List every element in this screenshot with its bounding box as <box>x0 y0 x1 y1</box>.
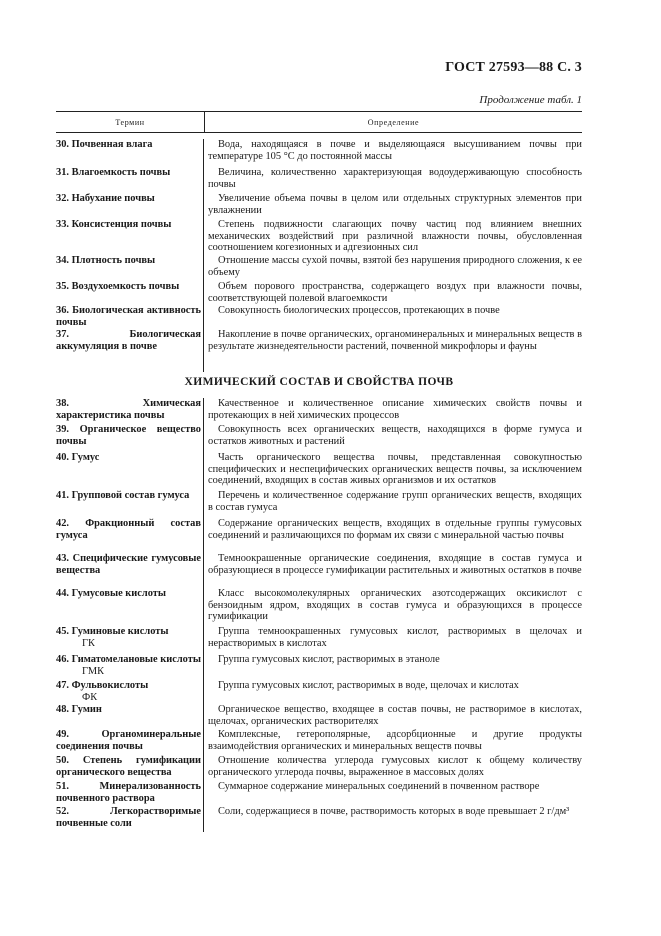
definition-cell: Соли, содержащиеся в почве, растворимость которых в воде превышает 2 г/дм³ <box>218 806 570 817</box>
term-cell <box>56 588 204 626</box>
term-abbreviation: ГК <box>82 637 95 649</box>
definition-cell: Совокупность всех органических веществ, находящихся в форме гумуса и остатков животных и растений <box>208 424 582 447</box>
term-text: 44. Гумусовые кислоты <box>56 588 166 599</box>
term-cell <box>56 452 204 490</box>
term-cell <box>56 518 204 553</box>
table-row <box>56 193 582 219</box>
table-row <box>56 281 582 305</box>
term-text: 45. Гуминовые кислоты <box>56 626 169 637</box>
term-text: 33. Консистенция почвы <box>56 219 172 230</box>
table-row <box>56 490 582 518</box>
table-row <box>56 329 582 372</box>
table-row <box>56 219 582 255</box>
term-text: 46. Гиматомелановые кислоты <box>56 654 201 665</box>
term-cell <box>56 806 204 832</box>
term-cell <box>56 167 204 193</box>
table-section-chemical <box>56 398 582 832</box>
table-section-physical <box>56 139 582 389</box>
term-abbreviation: ГМК <box>82 665 105 677</box>
definition-cell: Группа темноокрашенных гумусовых кислот, растворимых в щелочах и нерастворимых в кислотах <box>208 626 582 649</box>
term-cell <box>56 680 204 704</box>
definition-cell: Величина, количественно характеризующая водоудерживающую способность почвы <box>208 167 582 190</box>
term-cell <box>56 398 204 424</box>
term-cell <box>56 490 204 518</box>
term-cell <box>56 553 204 588</box>
term-text: 40. Гумус <box>56 452 100 463</box>
table-row <box>56 654 582 680</box>
term-text: 49. Органоминеральные соединения почвы <box>56 729 201 752</box>
definition-cell: Перечень и количественное содержание групп органических веществ, входящих в состав гумуса <box>208 490 582 513</box>
column-header-term: Термин <box>56 112 205 132</box>
term-text: 36. Биологическая активность почвы <box>56 305 201 328</box>
term-cell <box>56 424 204 452</box>
definition-cell: Качественное и количественное описание химических свойств почвы и протекающих в ней химических процессов <box>208 398 582 421</box>
table-header <box>56 111 582 133</box>
term-cell <box>56 781 204 806</box>
table-continuation-label: Продолжение табл. 1 <box>479 94 582 106</box>
definition-cell: Группа гумусовых кислот, растворимых в воде, щелочах и кислотах <box>218 680 519 691</box>
term-cell <box>56 305 204 329</box>
term-text: 41. Групповой состав гумуса <box>56 490 190 501</box>
definition-cell: Группа гумусовых кислот, растворимых в этаноле <box>218 654 440 665</box>
definition-cell: Суммарное содержание минеральных соединений в почвенном растворе <box>218 781 540 792</box>
definition-cell: Объем порового пространства, содержащего воздух при влажности почвы, соответствующей полевой влагоемкости <box>208 281 582 304</box>
term-text: 43. Специфические гумусовые вещества <box>56 553 201 576</box>
table-row <box>56 518 582 553</box>
term-text: 31. Влагоемкость почвы <box>56 167 171 178</box>
definition-cell: Комплексные, гетерополярные, адсорбционные и другие продукты взаимодействия органических и минеральных веществ почвы <box>208 729 582 752</box>
definition-cell: Часть органического вещества почвы, представленная совокупностью специфических и неспецифических органических веществ почвы, за исключением соединений, входящих в состав живых организмов и их остатков <box>208 452 582 486</box>
term-cell <box>56 193 204 219</box>
term-cell <box>56 255 204 281</box>
definition-cell: Совокупность биологических процессов, протекающих в почве <box>218 305 500 316</box>
definition-cell: Увеличение объема почвы в целом или отдельных структурных элементов при увлажнении <box>208 193 582 216</box>
term-text: 39. Органическое вещество почвы <box>56 424 201 447</box>
table-row <box>56 781 582 806</box>
terms-table-chemical <box>56 398 582 832</box>
table-row <box>56 806 582 832</box>
term-text: 32. Набухание почвы <box>56 193 155 204</box>
definition-cell: Класс высокомолекулярных органических азотсодержащих оксикислот с бензоидным ядром, входящих в состав гумуса и образующихся в процессе гумификации <box>208 588 582 622</box>
term-cell <box>56 329 204 372</box>
table-row <box>56 588 582 626</box>
term-cell <box>56 729 204 755</box>
table-row <box>56 729 582 755</box>
term-cell <box>56 755 204 781</box>
term-abbreviation: ФК <box>82 691 98 703</box>
term-text: 34. Плотность почвы <box>56 255 156 266</box>
term-cell <box>56 626 204 654</box>
table-row <box>56 424 582 452</box>
definition-cell: Органическое вещество, входящее в состав почвы, не растворимое в кислотах, щелочах, органических растворителях <box>208 704 582 727</box>
terms-table <box>56 111 582 389</box>
term-text: 42. Фракционный состав гумуса <box>56 518 201 541</box>
definition-cell: Степень подвижности слагающих почву частиц под влиянием внешних механических воздействий при различной влажности почвы, обусловленная соотношением когезионных и адгезионных сил <box>208 219 582 253</box>
table-row <box>56 255 582 281</box>
table-row <box>56 139 582 167</box>
table-row <box>56 398 582 424</box>
definition-cell: Отношение количества углерода гумусовых кислот к общему количеству органического углерода почвы, выраженное в массовых долях <box>208 755 582 778</box>
definition-cell: Содержание органических веществ, входящих в отдельные группы гумусовых соединений и различающихся по формам их связи с минеральной частью почвы <box>208 518 582 541</box>
table-row <box>56 452 582 490</box>
table-row <box>56 704 582 729</box>
definition-cell: Вода, находящаяся в почве и выделяющаяся высушиванием почвы при температуре 105 °С до постоянной массы <box>208 139 582 162</box>
term-cell <box>56 281 204 305</box>
table-row <box>56 680 582 704</box>
term-text: 37. Биологическая аккумуляция в почве <box>56 329 201 352</box>
section-title: ХИМИЧЕСКИЙ СОСТАВ И СВОЙСТВА ПОЧВ <box>184 376 454 388</box>
term-cell <box>56 139 204 167</box>
table-row <box>56 553 582 588</box>
column-header-definition: Определение <box>367 117 420 127</box>
term-cell <box>56 219 204 255</box>
definition-cell: Темноокрашенные органические соединения, входящие в состав гумуса и образующиеся в процессе гумификации растительных и животных остатков в почве <box>208 553 582 576</box>
term-cell <box>56 704 204 729</box>
definition-cell: Накопление в почве органических, органоминеральных и минеральных веществ в результате жизнедеятельности растений, почвенной микрофлоры и фауны <box>208 329 582 352</box>
definition-cell: Отношение массы сухой почвы, взятой без нарушения природного сложения, к ее объему <box>208 255 582 278</box>
term-cell <box>56 654 204 680</box>
term-text: 48. Гумин <box>56 704 102 715</box>
term-text: 35. Воздухоемкость почвы <box>56 281 180 292</box>
term-text: 38. Химическая характеристика почвы <box>56 398 201 421</box>
table-row <box>56 755 582 781</box>
term-text: 52. Легкорастворимые почвенные соли <box>56 806 201 829</box>
table-row <box>56 167 582 193</box>
table-row <box>56 305 582 329</box>
page-header: ГОСТ 27593—88 С. 3 <box>445 60 582 75</box>
term-text: 50. Степень гумификации органического вещества <box>56 755 201 778</box>
table-row <box>56 626 582 654</box>
term-text: 47. Фульвокислоты <box>56 680 149 691</box>
term-text: 30. Почвенная влага <box>56 139 153 150</box>
term-text: 51. Минерализованность почвенного раствора <box>56 781 201 804</box>
